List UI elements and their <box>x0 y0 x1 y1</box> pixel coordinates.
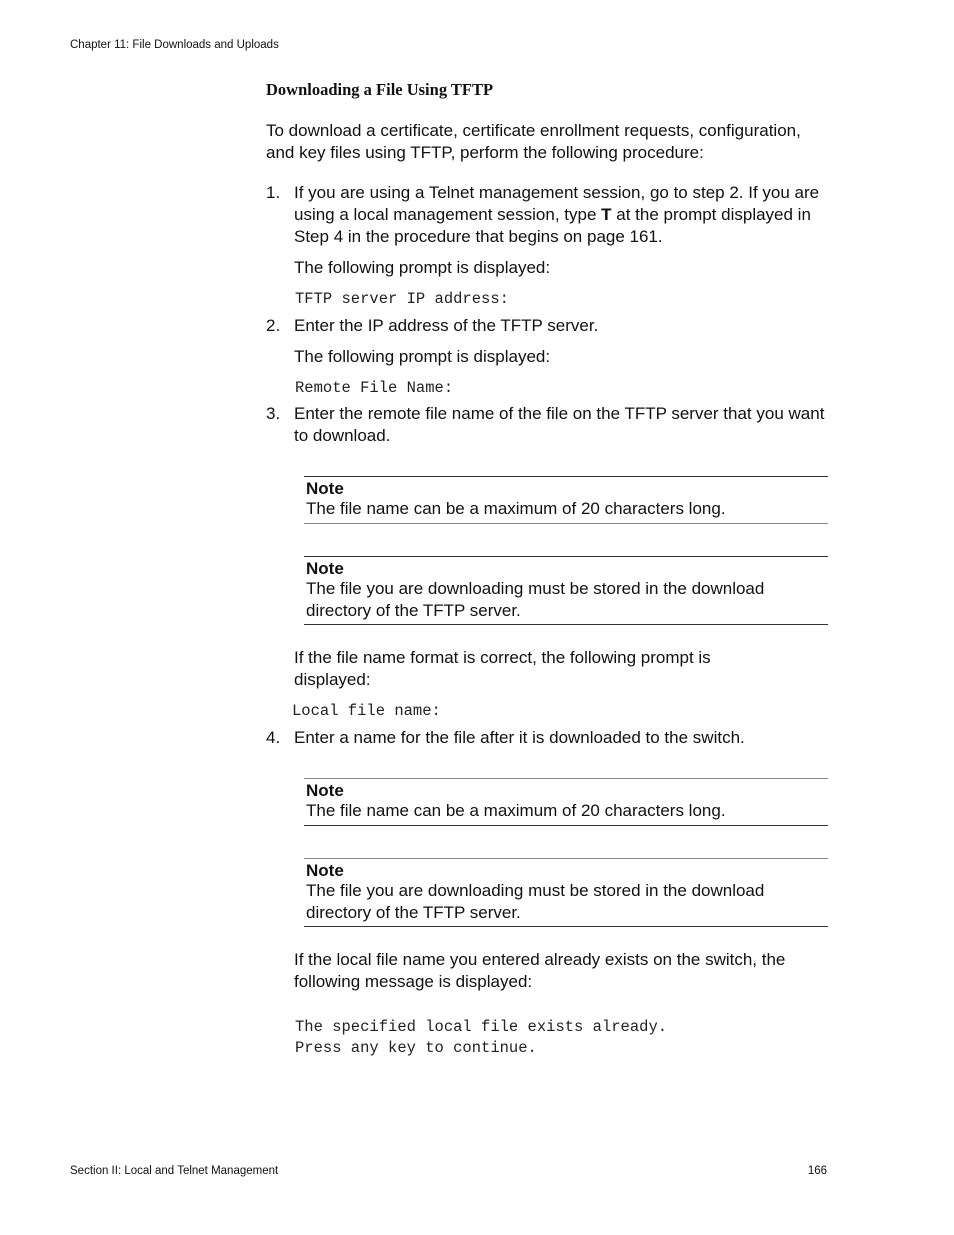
step-line: If you are using a Telnet management session, go to step 2. If you are <box>294 183 820 202</box>
note-label: Note <box>306 479 344 498</box>
note-bottom-rule <box>304 825 828 826</box>
note-label: Note <box>306 559 344 578</box>
step-3-text <box>294 403 839 447</box>
intro-line: To download a certificate, certificate enrollment requests, configuration, <box>266 121 801 140</box>
note-bottom-rule <box>304 624 828 625</box>
page-number: 166 <box>807 1165 827 1177</box>
step-line: Step 4 in the procedure that begins on page 161. <box>294 227 663 246</box>
note-label: Note <box>306 861 344 880</box>
prompt-remote-file: Remote File Name: <box>295 379 454 397</box>
intro-paragraph <box>266 120 836 164</box>
step-line: using a local management session, type T at the prompt displayed in <box>294 205 811 224</box>
step-number: 3. <box>266 404 281 423</box>
step-line: Enter the remote file name of the file on the TFTP server that you want <box>294 404 825 423</box>
after-step-3-text: If the file name format is correct, the following prompt is displayed: <box>294 648 711 689</box>
prompt-local-file: Local file name: <box>292 702 441 720</box>
note-top-rule <box>304 858 828 859</box>
step-1-followup: The following prompt is displayed: <box>294 258 551 277</box>
running-footer: Section II: Local and Telnet Management <box>70 1165 279 1177</box>
note-box <box>304 778 828 826</box>
note-box <box>304 556 828 626</box>
step-2-followup: The following prompt is displayed: <box>294 347 551 366</box>
prompt-tftp-server: TFTP server IP address: <box>295 290 509 308</box>
note-text: The file you are downloading must be stored in the download directory of the TFTP server. <box>306 881 765 922</box>
intro-line: and key files using TFTP, perform the following procedure: <box>266 143 704 162</box>
note-top-rule <box>304 476 828 477</box>
step-4-text: Enter a name for the file after it is downloaded to the switch. <box>294 728 745 747</box>
note-top-rule <box>304 556 828 557</box>
note-top-rule <box>304 778 828 779</box>
step-number: 1. <box>266 183 281 202</box>
step-2-text: Enter the IP address of the TFTP server. <box>294 316 599 335</box>
exists-message: The specified local file exists already. Press any key to continue. <box>295 1018 668 1057</box>
after-step-4-text: If the local file name you entered already exists on the switch, the following message is displayed: <box>294 950 786 991</box>
running-header: Chapter 11: File Downloads and Uploads <box>70 39 279 51</box>
step-line: to download. <box>294 426 391 445</box>
note-text: The file name can be a maximum of 20 characters long. <box>306 801 726 820</box>
note-label: Note <box>306 781 344 800</box>
note-text: The file you are downloading must be stored in the download directory of the TFTP server. <box>306 579 765 620</box>
step-number: 2. <box>266 316 281 335</box>
note-bottom-rule <box>304 523 828 524</box>
note-bottom-rule <box>304 926 828 927</box>
note-box <box>304 858 828 928</box>
key-t: T <box>601 205 612 224</box>
note-box <box>304 476 828 524</box>
step-number: 4. <box>266 728 281 747</box>
step-1-text <box>294 182 839 248</box>
note-text: The file name can be a maximum of 20 characters long. <box>306 499 726 518</box>
section-title: Downloading a File Using TFTP <box>266 80 494 99</box>
